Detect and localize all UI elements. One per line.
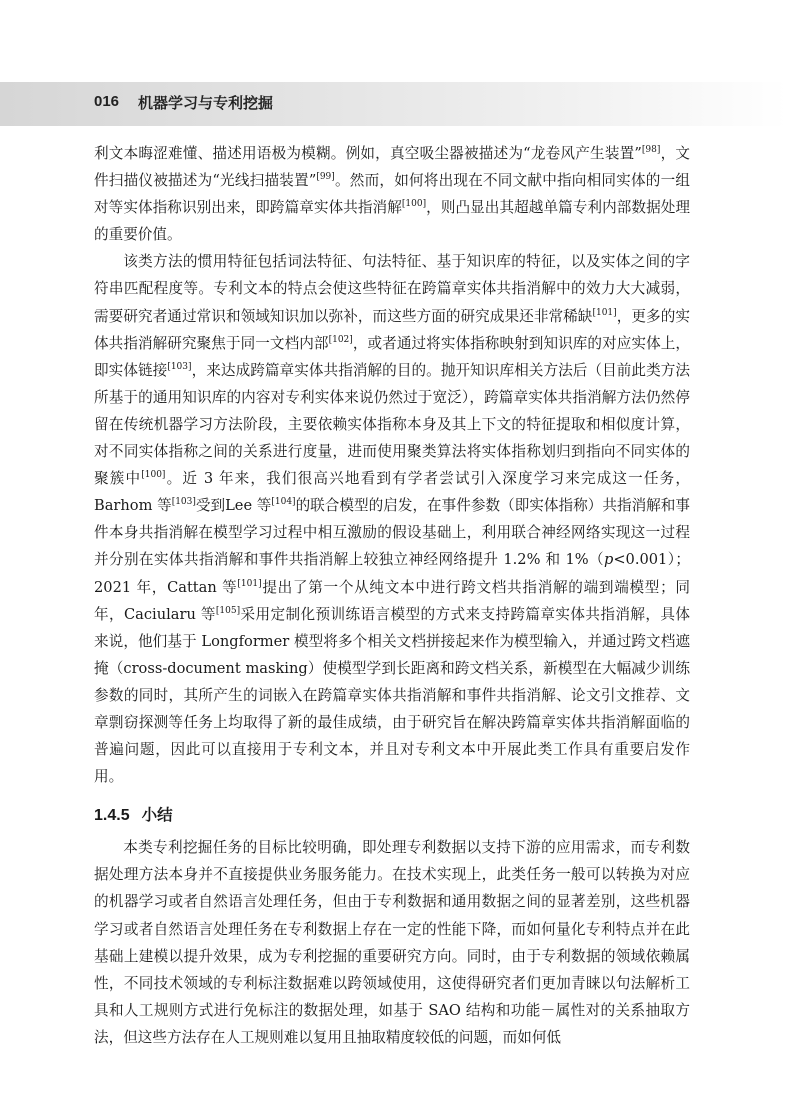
text-run: ，更多的实体共指消解研究聚焦于同一文档内部 [94, 307, 690, 352]
paragraph-2 [94, 248, 690, 790]
text-run: 本类专利挖掘任务的目标比较明确，即处理专利数据以支持下游的应用需求，而专利数据处理方法本身并不直接提供业务服务能力。在技术实现上，此类任务一般可以转换为对应的机器学习或者自然语言处理任务，但由于专利数据和通用数据之间的显著差别，这些机器学习或者自然语言处理任务在专利数据上存在一定的性能下降，而如何量化专利特点并在此基础上建模以提升效果，成为专利挖掘的重要研究方向。同时，由于专利数据的领域依赖属性，不同技术领域的专利标注数据难以跨领域使用，这使得研究者们更加青睐以句法解析工具和人工规则方式进行免标注的数据处理，如基于 SAO 结构和功能－属性对的关系抽取方法，但这些方法存在人工规则难以复用且抽取精度较低的问题，而如何低 [94, 839, 690, 1046]
italic-p: p [603, 551, 614, 569]
citation: [98] [641, 145, 661, 156]
text-run: 。近 3 年来，我们很高兴地看到有学者尝试引入深度学习来完成这一任务，Barhom 等 [94, 470, 690, 515]
citation: [105] [215, 605, 241, 616]
body-text [94, 140, 690, 1051]
paragraph-3 [94, 834, 690, 1051]
citation: [104] [271, 497, 296, 508]
section-heading [94, 802, 690, 829]
citation: [101] [237, 578, 262, 589]
text-run: 提出了第一个从纯文本中进行跨文档共指消解的端到端模型；同年，Caciularu 等 [94, 578, 690, 623]
citation: [100] [141, 470, 166, 481]
citation: [100] [401, 199, 427, 210]
text-run: ，则凸显出其超越单篇专利内部数据处理的重要价值。 [94, 199, 690, 244]
text-run: 采用定制化预训练语言模型的方式来支持跨篇章实体共指消解，具体来说，他们基于 Longformer 模型将多个相关文档拼接起来作为模型输入，并通过跨文档遮掩（cross-document masking）使模型学到长距离和跨文档关系，新模型在大幅减少训练参数的同时，其所产生的词嵌入在跨篇章实体共指消解和事件共指消解、论文引文推荐、文章剽窃探测等任务上均取得了新的最佳成绩，由于研究旨在解决跨篇章实体共指消解面临的普遍问题，因此可以直接用于专利文本，并且对专利文本中开展此类工作具有重要启发作用。 [94, 605, 690, 786]
page-number: 016 [94, 93, 120, 110]
text-run: ，或者通过将实体指称映射到知识库的对应实体上，即实体链接 [94, 334, 690, 379]
running-title: 机器学习与专利挖掘 [138, 94, 274, 112]
citation: [103] [167, 361, 192, 372]
text-run: ，来达成跨篇章实体共指消解的目的。抛开知识库相关方法后（目前此类方法所基于的通用知识库的内容对专利实体来说仍然过于宽泛），跨篇章实体共指消解方法仍然停留在传统机器学习方法阶段，主要依赖实体指称本身及其上下文的特征提取和相似度计算，对不同实体指称之间的关系进行度量，进而使用聚类算法将实体指称划归到指向不同实体的聚簇中 [94, 361, 690, 488]
text-run: 利文本晦涩难懂、描述用语极为模糊。例如，真空吸尘器被描述为“龙卷风产生装置” [94, 145, 642, 162]
citation: [103] [171, 497, 196, 508]
section-title: 小结 [141, 806, 173, 825]
text-run: 受到Lee 等 [195, 497, 272, 515]
text-run: 。然而，如何将出现在不同文献中指向相同实体的一组对等实体指称识别出来，即跨篇章实体共指消解 [94, 172, 690, 217]
text-run: 的联合模型的启发，在事件参数（即实体指称）共指消解和事件本身共指消解在模型学习过程中相互激励的假设基础上，利用联合神经网络实现这一过程并分别在实体共指消解和事件共指消解上较独立神经网络提升 1.2% 和 1%（ [94, 497, 690, 569]
citation: [101] [592, 307, 617, 318]
paragraph-1 [94, 140, 690, 248]
citation: [102] [328, 334, 353, 345]
text-run: 该类方法的惯用特征包括词法特征、句法特征、基于知识库的特征，以及实体之间的字符串匹配程度等。专利文本的特点会使这些特征在跨篇章实体共指消解中的效力大大减弱，需要研究者通过常识和领域知识加以弥补，而这些方面的研究成果还非常稀缺 [94, 253, 690, 325]
text-run: ，文件扫描仪被描述为“光线扫描装置” [94, 145, 690, 190]
text-run: <0.001）；2021 年，Cattan 等 [94, 551, 690, 596]
section-number: 1.4.5 [94, 807, 130, 825]
citation: [99] [316, 172, 335, 183]
